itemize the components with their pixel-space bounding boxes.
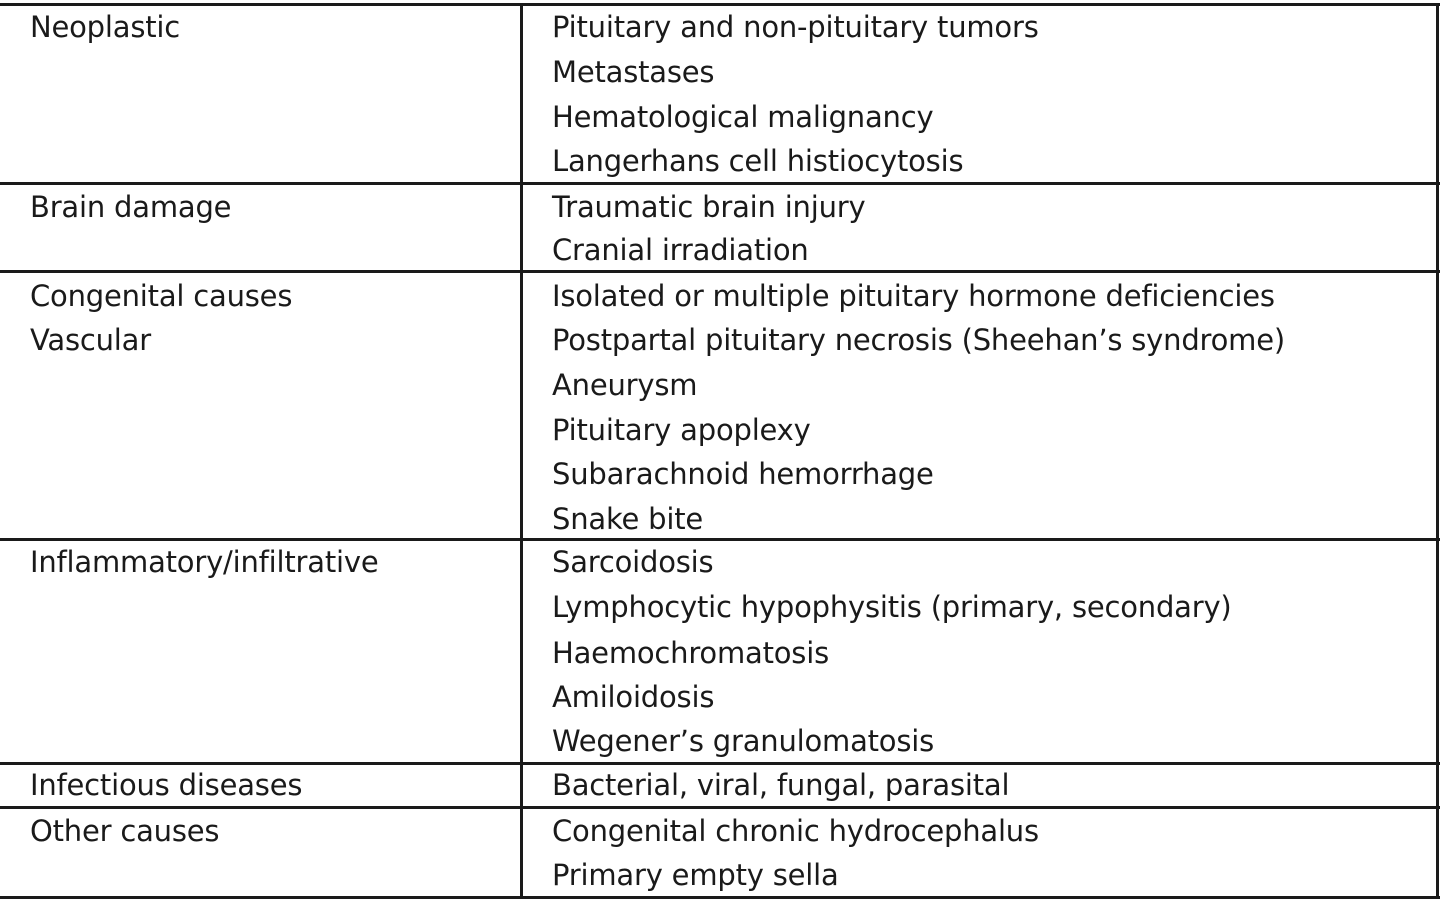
cause-item: Congenital chronic hydrocephalus	[552, 814, 1039, 848]
cause-item: Cranial irradiation	[552, 233, 809, 267]
category-label: Congenital causes	[30, 279, 293, 313]
cause-item: Hematological malignancy	[552, 100, 934, 134]
cause-item: Metastases	[552, 55, 715, 89]
category-label: Neoplastic	[30, 10, 180, 44]
cause-item: Bacterial, viral, fungal, parasital	[552, 768, 1010, 802]
cause-item: Pituitary apoplexy	[552, 413, 811, 447]
cause-item: Wegener’s granulomatosis	[552, 724, 935, 758]
category-label: Other causes	[30, 814, 220, 848]
category-label: Vascular	[30, 323, 151, 357]
cause-item: Snake bite	[552, 502, 704, 536]
cause-item: Pituitary and non-pituitary tumors	[552, 10, 1039, 44]
cause-item: Amiloidosis	[552, 680, 715, 714]
cause-item: Aneurysm	[552, 368, 698, 402]
table-border-top	[0, 3, 1440, 6]
cause-item: Isolated or multiple pituitary hormone deficiencies	[552, 279, 1275, 313]
cause-item: Traumatic brain injury	[552, 190, 866, 224]
cause-item: Subarachnoid hemorrhage	[552, 457, 934, 491]
row-divider	[0, 762, 1440, 765]
cause-item: Haemochromatosis	[552, 636, 829, 670]
table-border-right	[1436, 3, 1439, 899]
category-label: Inflammatory/infiltrative	[30, 545, 379, 579]
row-divider	[0, 270, 1440, 273]
column-divider	[520, 3, 523, 899]
row-divider	[0, 806, 1440, 809]
cause-item: Postpartal pituitary necrosis (Sheehan’s syndrome)	[552, 323, 1285, 357]
table-border-bottom	[0, 896, 1440, 899]
category-label: Brain damage	[30, 190, 232, 224]
cause-item: Langerhans cell histiocytosis	[552, 144, 964, 178]
cause-item: Lymphocytic hypophysitis (primary, secondary)	[552, 590, 1232, 624]
cause-item: Sarcoidosis	[552, 545, 714, 579]
row-divider	[0, 538, 1440, 541]
row-divider	[0, 182, 1440, 185]
category-label: Infectious diseases	[30, 768, 303, 802]
cause-item: Primary empty sella	[552, 858, 839, 892]
